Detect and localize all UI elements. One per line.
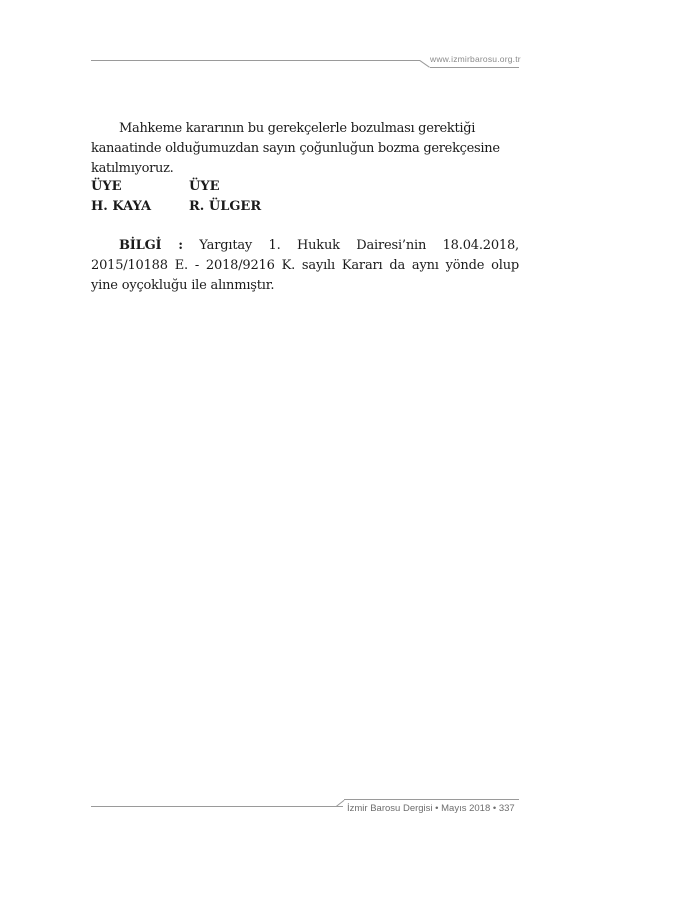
header-website-url: www.izmirbarosu.org.tr bbox=[430, 54, 521, 64]
footer-rule bbox=[91, 806, 343, 807]
header-rule-right bbox=[430, 67, 519, 68]
header-rule-slant bbox=[419, 60, 429, 68]
footer-rule-right bbox=[344, 799, 519, 800]
signature-name-1: H. KAYA bbox=[91, 199, 152, 214]
signature-name-2: R. ÜLGER bbox=[189, 199, 262, 214]
signature-role-2: ÜYE bbox=[189, 179, 220, 194]
info-text: Yargıtay 1. Hukuk Dairesi’nin 18.04.2018, 2015/10188 E. - 2018/9216 K. sayılı Kararı da aynı yönde olup yine oyçokluğu ile alınmıştır. bbox=[91, 238, 519, 293]
header-rule bbox=[91, 60, 420, 61]
footer-journal-info: İzmir Barosu Dergisi • Mayıs 2018 • 337 bbox=[347, 803, 515, 814]
info-label: BİLGİ : bbox=[119, 238, 183, 253]
opinion-paragraph: Mahkeme kararının bu gerekçelerle bozulması gerektiği kanaatinde olduğumuzdan sayın çoğunluğun bozma gerekçesine katılmıyoruz. bbox=[91, 121, 500, 176]
signature-role-1: ÜYE bbox=[91, 179, 122, 194]
info-paragraph bbox=[91, 236, 519, 296]
